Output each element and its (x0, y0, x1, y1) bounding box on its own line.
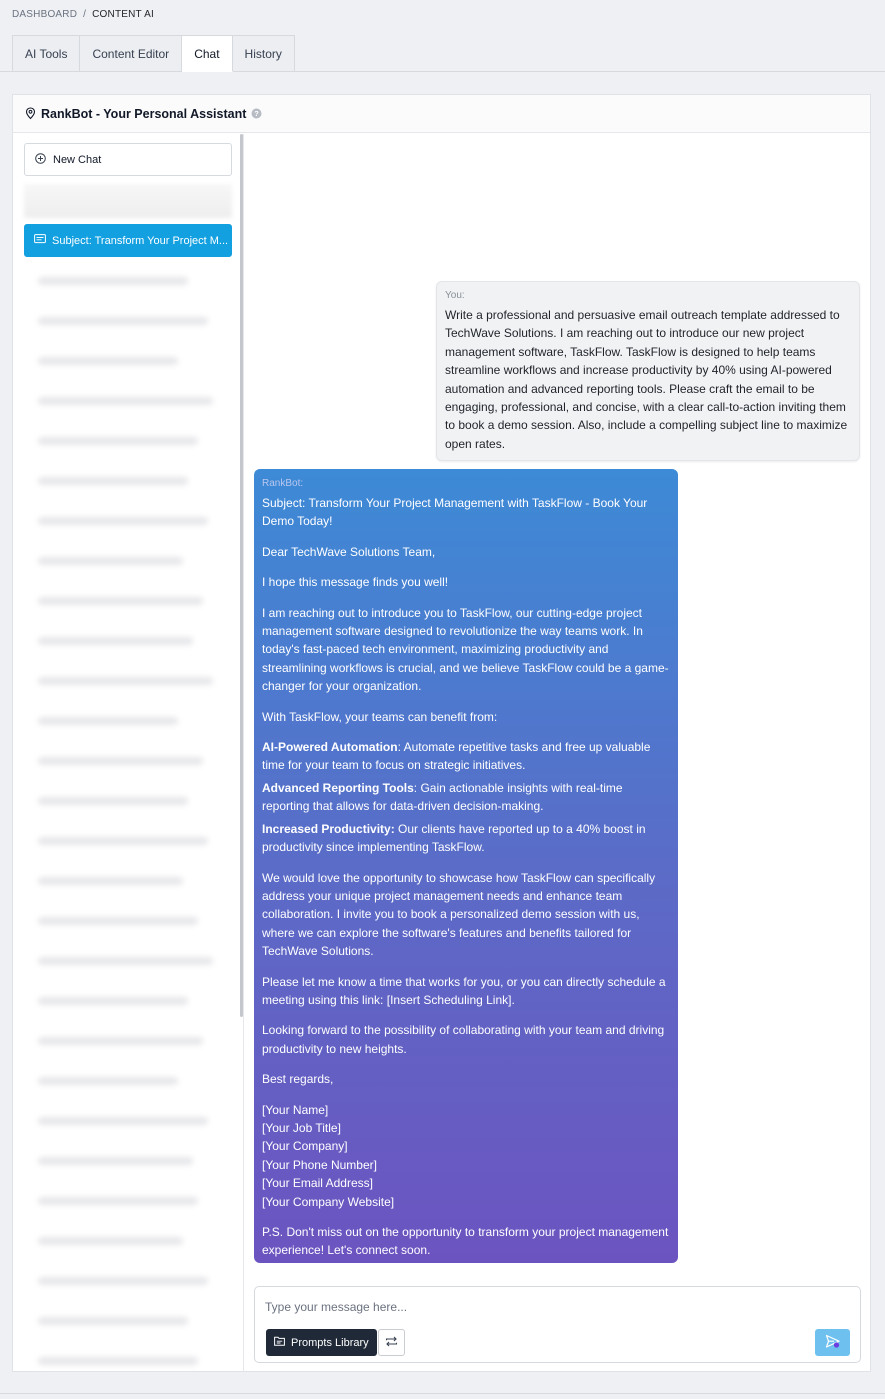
tab-chat[interactable]: Chat (182, 35, 232, 72)
user-message-text: Write a professional and persuasive email outreach template addressed to TechWave Solutions. I am reaching out to introduce our new project management software, TaskFlow. TaskFlow is designed to help teams streamline workflows and increase productivity by 40% using AI-powered automation and advanced reporting tools. Please craft the email to be engaging, professional, and concise, with a clear call-to-action inviting them to book a demo session. Also, include a compelling subject line to maximize open rates. (445, 308, 848, 451)
new-chat-label: New Chat (53, 153, 102, 166)
swap-arrows-icon (385, 1336, 398, 1350)
benefit-text: : Automate repetitive tasks and free up valuable time for your team to focus on strategic initiatives. (262, 740, 651, 773)
breadcrumb-dashboard[interactable]: DASHBOARD (12, 9, 78, 20)
benefit-title: Advanced Reporting Tools (262, 780, 414, 795)
bot-sender-label: RankBot: (262, 478, 304, 489)
benefit-item (262, 820, 670, 857)
signature-line: [Your Name] (262, 1102, 329, 1117)
bot-message-body (262, 494, 670, 1260)
benefit-title: Increased Productivity: (262, 821, 395, 836)
benefit-item (262, 738, 670, 775)
message-input[interactable] (265, 1297, 845, 1317)
footer-divider (0, 1393, 885, 1394)
email-cta: Please let me know a time that works for you, or you can directly schedule a meeting using this link: [Insert Scheduling Link]. (262, 974, 666, 1007)
plus-circle-icon (35, 153, 46, 167)
email-opening: I hope this message finds you well! (262, 575, 449, 590)
signature-line: [Your Company Website] (262, 1194, 395, 1209)
breadcrumb (12, 9, 154, 20)
help-icon[interactable] (251, 108, 262, 119)
tab-bar (12, 35, 295, 72)
tab-history[interactable]: History (233, 35, 295, 72)
user-message (436, 281, 860, 461)
benefit-title: AI-Powered Automation (262, 740, 398, 755)
email-intro: I am reaching out to introduce you to TaskFlow, our cutting-edge project management software designed to revolutionize the way teams work. In today's fast-paced tech environment, maximizing productivity and streamlining workflows is crucial, and we believe TaskFlow could be a game-changer for your organization. (262, 605, 669, 694)
signature-line: [Your Email Address] (262, 1176, 373, 1191)
svg-text:?: ? (254, 109, 260, 119)
benefit-item (262, 779, 670, 816)
sidebar-divider (243, 134, 244, 1371)
blurred-chat-list (24, 265, 232, 1370)
tab-ai-tools[interactable]: AI Tools (12, 35, 80, 72)
email-benefits-heading: With TaskFlow, your teams can benefit from: (262, 709, 498, 724)
email-subject: Subject: Transform Your Project Management with TaskFlow - Book Your Demo Today! (262, 496, 648, 529)
prompts-library-label: Prompts Library (291, 1336, 369, 1349)
chat-panel (12, 94, 871, 1372)
email-signature (262, 1101, 670, 1211)
chat-item-label: Subject: Transform Your Project M... (52, 234, 229, 247)
user-sender-label: You: (445, 290, 465, 301)
breadcrumb-separator: / (83, 9, 87, 20)
message-composer (254, 1286, 861, 1363)
email-closing-line: Looking forward to the possibility of collaborating with your team and driving productivity to new heights. (262, 1023, 665, 1056)
chat-item-active[interactable] (24, 224, 232, 257)
swap-button[interactable] (378, 1329, 405, 1356)
message-icon (34, 234, 46, 247)
send-button[interactable] (815, 1329, 850, 1356)
tab-content-editor[interactable]: Content Editor (80, 35, 182, 72)
chat-sidebar (13, 134, 243, 1371)
signature-line: [Your Phone Number] (262, 1157, 377, 1172)
email-ps: P.S. Don't miss out on the opportunity to transform your project management experience! Let's connect soon. (262, 1225, 669, 1258)
email-signoff: Best regards, (262, 1072, 334, 1087)
signature-line: [Your Company] (262, 1139, 348, 1154)
prompts-library-button[interactable] (266, 1329, 377, 1356)
signature-line: [Your Job Title] (262, 1120, 341, 1135)
benefit-text: Our clients have reported up to a 40% boost in productivity since implementing TaskFlow. (262, 821, 646, 855)
pin-icon (25, 107, 36, 120)
panel-title: RankBot - Your Personal Assistant (41, 106, 247, 121)
bot-message (254, 469, 678, 1263)
benefit-text: : Gain actionable insights with real-time reporting that allows for data-driven decision-making. (262, 780, 623, 814)
email-showcase: We would love the opportunity to showcase how TaskFlow can specifically address your unique project management needs and enhance team collaboration. I invite you to book a personalized demo session with us, where we can explore the software's features and benefits tailored for TechWave Solutions. (262, 870, 656, 959)
new-chat-button[interactable] (24, 143, 232, 176)
folder-icon (274, 1336, 285, 1349)
breadcrumb-current: CONTENT AI (92, 9, 154, 20)
email-greeting: Dear TechWave Solutions Team, (262, 544, 436, 559)
blurred-chat-item[interactable] (24, 184, 232, 218)
send-icon (825, 1334, 841, 1352)
panel-header (13, 95, 870, 133)
